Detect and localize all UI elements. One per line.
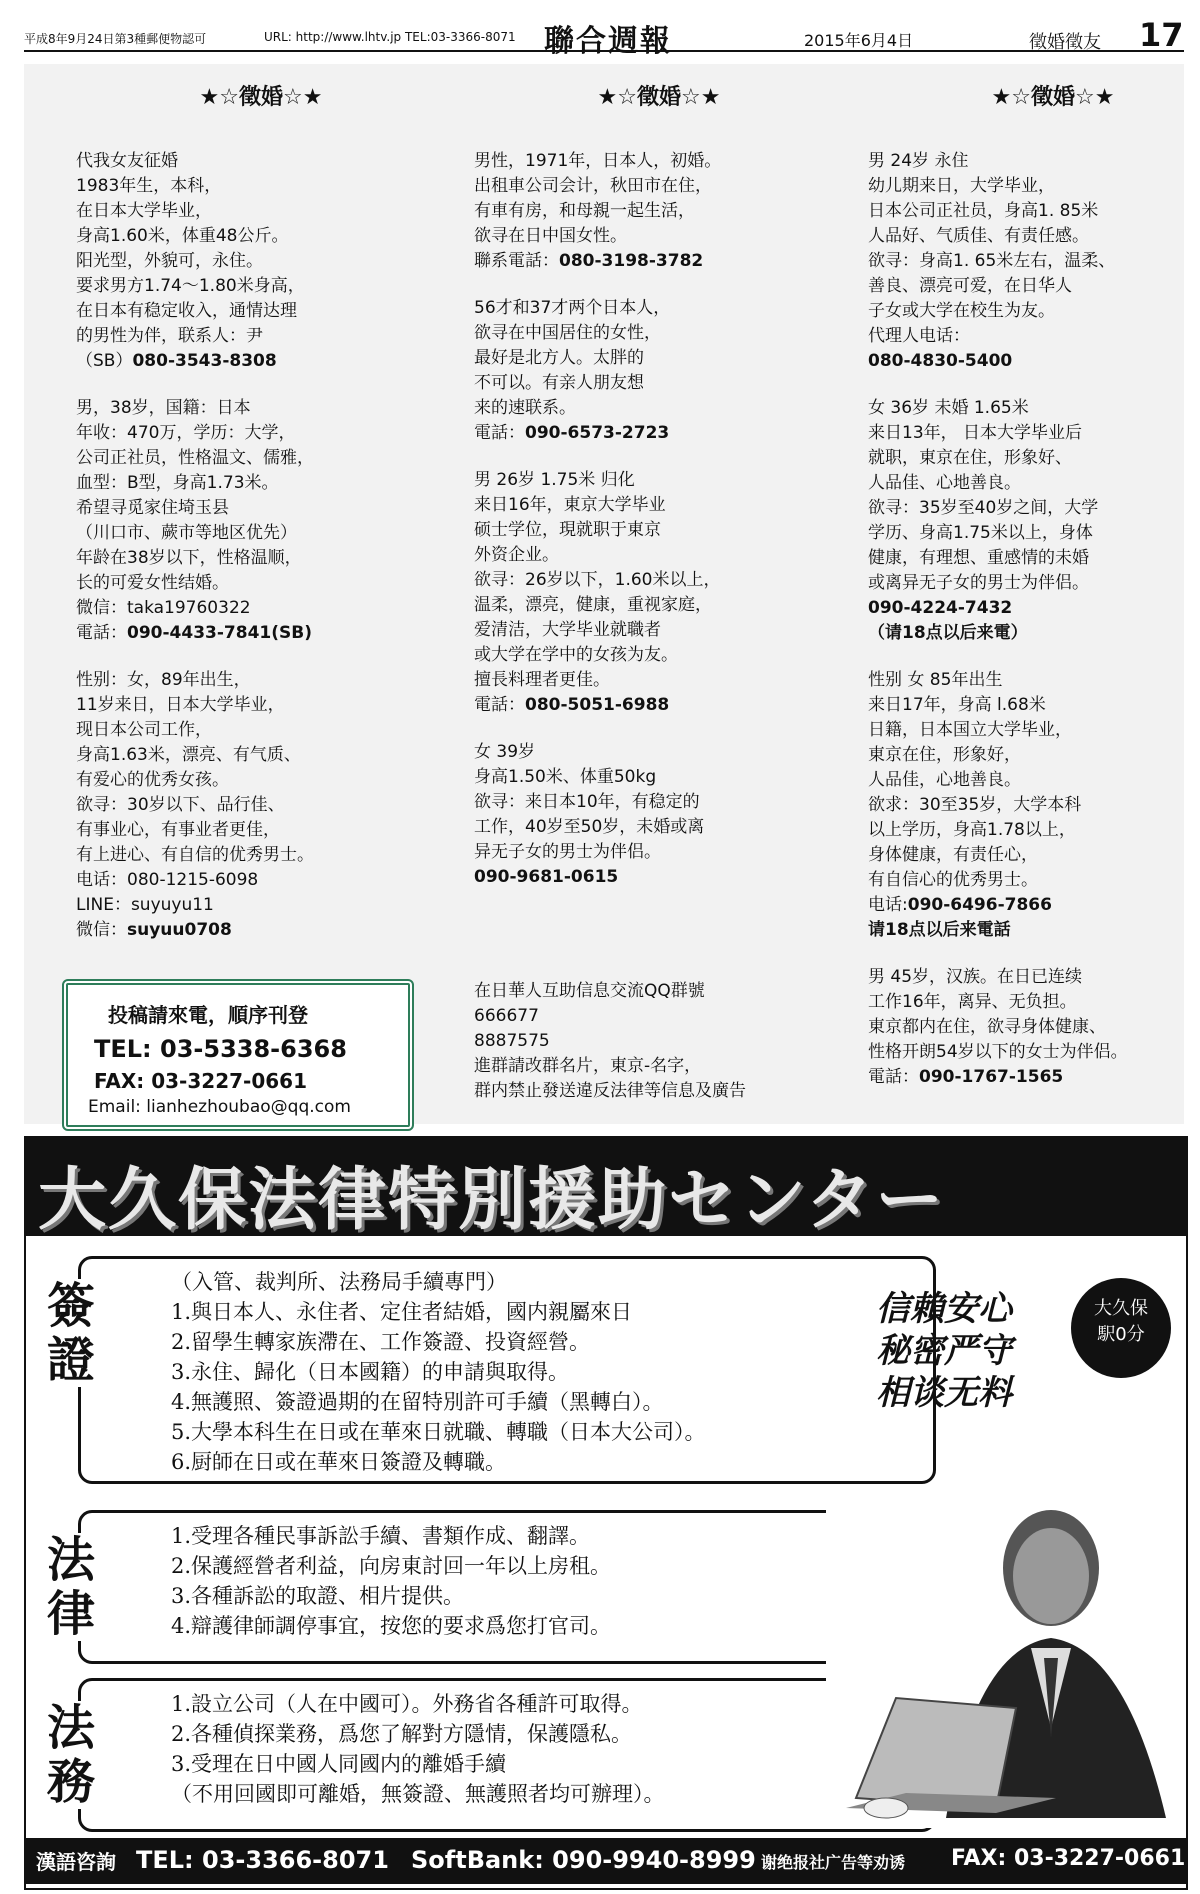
column-heading: ★☆徵婚☆★	[597, 85, 721, 110]
block-lines	[171, 1689, 665, 1809]
classifieds-column-3	[868, 64, 1200, 1112]
ad-phone: 090-6573-2723	[525, 423, 670, 443]
issue-date: 2015年6月4日	[804, 31, 914, 50]
legal-services-block	[46, 1510, 936, 1664]
footer-note: 谢绝报社广告等劝诱	[761, 1853, 906, 1872]
legal-affairs-block	[46, 1678, 936, 1832]
ad-item: 男性，1971年，日本人，初婚。 出租車公司会计，秋田市在住， 有車有房，和母親一起生活， 欲寻在日中国女性。 聯系電話：080-3198-3782	[474, 151, 722, 271]
law-center-advertisement	[24, 1136, 1188, 1890]
submission-email: Email: lianhezhoubao@qq.com	[88, 1097, 351, 1117]
newspaper-title: 聯合週報	[544, 24, 672, 59]
column-heading: ★☆徵婚☆★	[199, 85, 323, 110]
footer-fax: FAX: 03-3227-0661	[951, 1846, 1186, 1871]
ad-phone: 090-6496-7866 请18点以后来電話	[868, 895, 1052, 940]
ad-banner-title: 大久保法律特別援助センター	[38, 1161, 946, 1240]
footer-tel: TEL: 03-3366-8071	[136, 1846, 389, 1874]
classifieds-column-2	[474, 64, 844, 912]
ad-slogans	[876, 1288, 1056, 1414]
block-lines	[171, 1521, 611, 1641]
submission-fax: FAX: 03-3227-0661	[94, 1069, 307, 1093]
submission-contact-box	[62, 979, 414, 1131]
column-heading: ★☆徵婚☆★	[991, 85, 1115, 110]
footer-label: 漢語咨詢	[36, 1850, 116, 1874]
service-line: （不用回國即可離婚，無簽證、無護照者均可辦理）。	[171, 1782, 665, 1806]
postal-permit: 平成8年9月24日第3種郵便物認可	[24, 32, 207, 46]
qq-group-text: 在日華人互助信息交流QQ群號 666677 8887575 進群請改群名片，東京-名字， 群内禁止發送違反法律等信息及廣告	[474, 981, 746, 1101]
service-line: 3.各種訴訟的取證、相片提供。	[171, 1584, 465, 1608]
service-line: 2.保護經營者利益，向房東討回一年以上房租。	[171, 1554, 612, 1578]
masthead	[24, 16, 1184, 59]
service-line: 3.永住、歸化（日本國籍）的申請與取得。	[171, 1360, 570, 1384]
ad-phone: suyuu0708	[127, 920, 232, 940]
block-side-title: 法律	[41, 1533, 101, 1641]
ad-phone: 080-3543-8308	[132, 351, 277, 371]
service-line: 4.無護照、簽證過期的在留特別許可手續（黑轉白）。	[171, 1390, 664, 1414]
ad-item: 性别：女，89年出生， 11岁来日，日本大学毕业， 现日本公司工作， 身高1.63米，漂亮、有气质、 有爱心的优秀女孩。 欲寻：30岁以下、品行佳、 有事业心，有事业者更佳， 有上进心、有自信的优秀男士。 电话：080-1215-6098 LINE：suyuyu11 微信：suyuu0708	[76, 670, 314, 940]
section-name: 徵婚徵友	[1029, 32, 1101, 53]
classifieds-column-1	[76, 64, 446, 965]
service-line: （入管、裁判所、法務局手續專門）	[171, 1270, 507, 1294]
classifieds-area	[24, 64, 1184, 1124]
ad-item: 性别 女 85年出生 来日17年，身高 l.68米 日籍，日本国立大学毕业， 東京在住，形象好， 人品佳，心地善良。 欲求：30至35岁，大学本科 以上学历，身高1.78以上， 身体健康，有责任心， 有自信心的优秀男士。 电话:090-6496-7866 请18点以后来電話	[868, 670, 1082, 940]
ad-item: 男，38岁，国籍：日本 年收：470万，学历：大学， 公司正社员，性格温文、儒雅， 血型：B型，身高1.73米。 希望寻觅家住埼玉县 （川口市、蕨市等地区优先） 年龄在38岁以下，性格温顺， 长的可爱女性结婚。 微信：taka19760322 電話：090-4433-7841(SB)	[76, 398, 314, 643]
ad-item: 男 26岁 1.75米 归化 来日16年，東京大学毕业 硕士学位，現就职于東京 外资企业。 欲寻：26岁以下，1.60米以上， 温柔，漂亮，健康，重视家庭， 爱清洁，大学毕业就職者 或大学在学中的女孩为友。 擅長料理者更佳。 電話：080-5051-6988	[474, 470, 721, 715]
ad-item: 男 24岁 永住 幼儿期来日，大学毕业， 日本公司正社员，身高1. 85米 人品好、气质佳、有责任感。 欲寻：身高1. 65米左右，温柔、 善良、漂亮可爱，在日华人 子女或大学在校生为友。 代理人电话： 080-4830-5400	[868, 151, 1116, 371]
page-number: 17	[1139, 16, 1184, 54]
ad-footer	[26, 1838, 1186, 1884]
ad-phone: 080-3198-3782	[559, 251, 704, 271]
ad-phone: 090-4224-7432 （请18点以后来電）	[868, 598, 1028, 643]
ad-item: 女 39岁 身高1.50米、体重50kg 欲寻：来日本10年，有稳定的 工作，40岁至50岁，未婚或离 异无子女的男士为伴侣。 090-9681-0615	[474, 742, 705, 887]
slogan: 秘密严守	[876, 1331, 1012, 1371]
block-lines	[171, 1267, 706, 1477]
ad-phone: 090-4433-7841(SB)	[127, 623, 312, 643]
ad-phone: 080-4830-5400	[868, 351, 1013, 371]
service-line: 1.與日本人、永住者、定住者結婚，國内親屬來日	[171, 1300, 633, 1324]
ad-phone: 090-9681-0615	[474, 867, 619, 887]
station-badge	[1071, 1278, 1171, 1378]
block-side-title: 法務	[41, 1701, 101, 1809]
newspaper-page	[8, 8, 1192, 1886]
service-line: 2.留學生轉家族滯在、工作簽證、投資經營。	[171, 1330, 591, 1354]
businessman-laptop-photo	[826, 1498, 1176, 1828]
block-side-title: 簽證	[41, 1279, 101, 1387]
service-line: 6.厨師在日或在華來日簽證及轉職。	[171, 1450, 507, 1474]
ad-item: 代我女友征婚 1983年生，本科， 在日本大学毕业， 身高1.60米，体重48公斤。 阳光型，外貌可，永住。 要求男方1.74～1.80米身高， 在日本有稳定收入，通情达理 的男性为伴，联系人：尹 （SB）080-3543-8308	[76, 151, 305, 371]
service-line: 4.辯護律師調停事宜，按您的要求爲您打官司。	[171, 1614, 612, 1638]
service-line: 1.受理各種民事訴訟手續、書類作成、翻譯。	[171, 1524, 591, 1548]
slogan: 信賴安心	[876, 1289, 1012, 1329]
ad-phone: 080-5051-6988	[525, 695, 670, 715]
visa-services-block	[46, 1256, 936, 1484]
ad-item: 男 45岁，汉族。在日已连续 工作16年，离异、无负担。 東京都内在住，欲寻身体健康、 性格开朗54岁以下的女士为伴侣。 電話：090-1767-1565	[868, 967, 1128, 1087]
ad-phone: 090-1767-1565	[919, 1067, 1064, 1087]
url-tel: URL: http://www.lhtv.jp TEL:03-3366-8071	[264, 30, 516, 44]
footer-softbank: SoftBank: 090-9940-8999	[411, 1846, 756, 1874]
qq-group-notice	[474, 979, 844, 1104]
ad-item: 女 36岁 未婚 1.65米 来日13年， 日本大学毕业后 就职，東京在住，形象好、 人品佳、心地善良。 欲寻：35岁至40岁之间，大学 学历、身高1.75米以上，身体 健康，有理想、重感情的未婚 或离异无子女的男士为伴侣。 090-4224-7432 （请18点以后来電）	[868, 398, 1099, 643]
service-line: 5.大學本科生在日或在華來日就職、轉職（日本大公司）。	[171, 1420, 706, 1444]
service-line: 1.設立公司（人在中國可）。外務省各種許可取得。	[171, 1692, 643, 1716]
ad-item: 56才和37才两个日本人， 欲寻在中国居住的女性， 最好是北方人。太胖的 不可以。有亲人朋友想 来的速联系。 電話：090-6573-2723	[474, 298, 671, 443]
service-line: 3.受理在日中國人同國内的離婚手續	[171, 1752, 507, 1776]
station-text: 大久保 駅0分	[1094, 1298, 1148, 1345]
service-line: 2.各種偵探業務，爲您了解對方隱情，保護隱私。	[171, 1722, 633, 1746]
submission-note: 投稿請來電，順序刊登	[108, 1003, 308, 1027]
ad-banner	[26, 1138, 1186, 1240]
submission-tel: TEL: 03-5338-6368	[94, 1035, 347, 1063]
slogan: 相谈无料	[876, 1373, 1012, 1413]
